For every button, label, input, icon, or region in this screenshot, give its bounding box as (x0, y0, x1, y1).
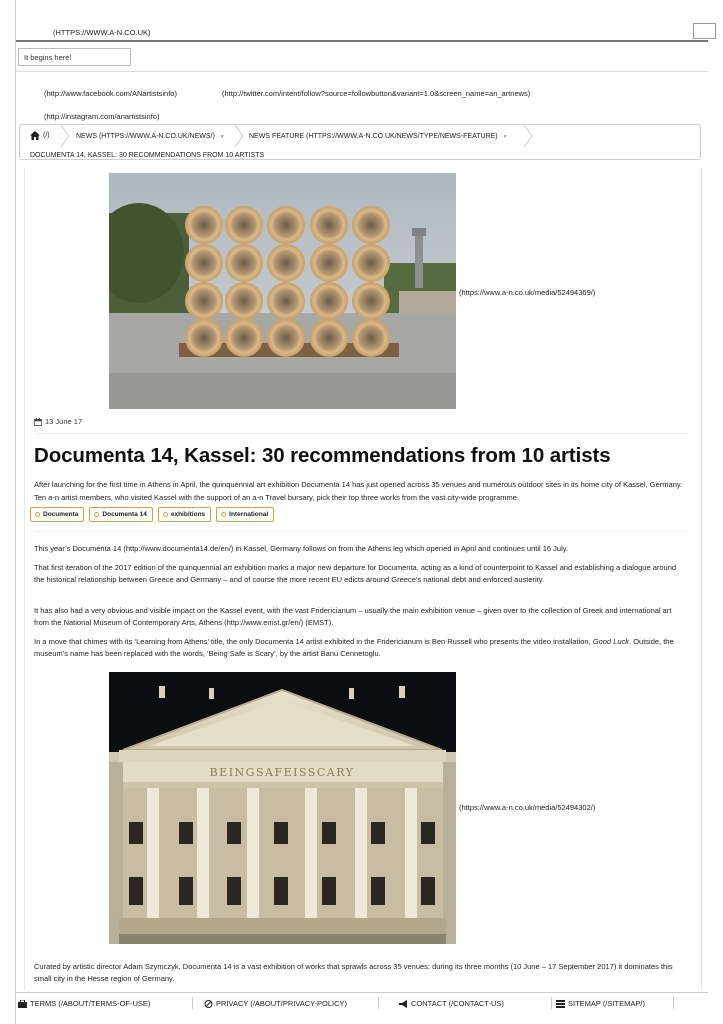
footer-divider (673, 997, 674, 1009)
menu-toggle-button[interactable] (693, 23, 716, 39)
footer-sitemap-link[interactable] (556, 999, 645, 1008)
breadcrumb-news[interactable] (76, 133, 225, 140)
tag-label: International (229, 511, 269, 518)
tag-icon (94, 512, 99, 517)
footer-divider (378, 997, 379, 1009)
home-link[interactable]: (HTTPS://WWW.A-N.CO.UK) (53, 28, 151, 37)
tag-icon (35, 512, 40, 517)
tag-international[interactable] (216, 507, 274, 522)
twitter-link[interactable]: (http://twitter.com/intent/follow?source=followbutton&variant=1.0&screen_name=an_artnews) (222, 89, 531, 98)
article-paragraph-4 (34, 636, 688, 660)
chevron-right-icon (60, 125, 70, 147)
article-paragraph-5: Curated by artistic director Adam Szymczyk, Documenta 14 is a vast exhibition of works that sprawls across 35 venues; during its three months (10 June – 17 September 2017) it dominates this small city in the Hesse region of Germany. (34, 962, 673, 983)
footer-privacy-label: PRIVACY (/ABOUT/PRIVACY-POLICY) (216, 999, 348, 1008)
footer-privacy-link[interactable] (204, 999, 347, 1008)
site-tagline: It begins here! (18, 48, 131, 66)
breadcrumb-news-feature[interactable] (249, 133, 508, 140)
footer-divider (551, 997, 552, 1009)
tag-documenta-14[interactable] (89, 507, 152, 522)
tag-exhibitions[interactable] (158, 507, 211, 522)
article-image-fridericianum[interactable] (109, 672, 456, 944)
breadcrumb-home[interactable] (30, 131, 50, 140)
tag-label: Documenta 14 (102, 511, 147, 518)
list-icon (556, 1000, 565, 1008)
tag-label: exhibitions (170, 511, 206, 518)
megaphone-icon (399, 1000, 408, 1008)
article-date (34, 417, 82, 426)
divider (34, 531, 688, 532)
artwork-title: Good Luck (592, 637, 630, 646)
caret-down-icon: ▼ (219, 133, 225, 140)
facebook-link[interactable]: (http://www.facebook.com/ANartistsinfo) (44, 89, 177, 98)
breadcrumb-news-label: NEWS (HTTPS://WWW.A-N.CO.UK/NEWS/) (76, 133, 215, 140)
footer-divider (192, 997, 193, 1009)
image-link-2[interactable]: (https://www.a-n.co.uk/media/52494302/) (459, 803, 596, 812)
terms-icon (18, 1000, 27, 1008)
breadcrumb-home-label: (/) (43, 132, 50, 139)
image-link-1[interactable]: (https://www.a-n.co.uk/media/52494369/) (459, 288, 596, 297)
tag-list (30, 507, 274, 522)
footer-contact-label: CONTACT (/CONTACT-US) (411, 999, 504, 1008)
article-paragraph-1: This year’s Documenta 14 (http://www.documenta14.de/en/) in Kassel, Germany follows on from the Athens leg which opened in April and continues until 16 July. (34, 544, 569, 553)
footer-terms-link[interactable] (18, 999, 150, 1008)
footer-terms-label: TERMS (/ABOUT/TERMS-OF-USE) (30, 999, 151, 1008)
tag-icon (163, 512, 168, 517)
footer-sitemap-label: SITEMAP (/SITEMAP/) (568, 999, 645, 1008)
building-inscription: BEINGSAFEISSCARY (209, 766, 355, 779)
divider (34, 433, 688, 434)
top-bar (16, 22, 708, 42)
breadcrumb (19, 124, 701, 160)
caret-down-icon: ▼ (502, 133, 508, 140)
article-date-text: 13 June 17 (45, 417, 83, 426)
paragraph-4-start: In a move that chimes with its ‘Learning from Athens’ title, the only Documenta 14 artist exhibited in the Fridericianum is Ben Russell who presents the video installation, (34, 637, 593, 646)
instagram-link[interactable]: (http://instagram.com/anartistsinfo) (44, 112, 160, 121)
tag-icon (221, 512, 226, 517)
breadcrumb-current: DOCUMENTA 14, KASSEL: 30 RECOMMENDATIONS FROM 10 ARTISTS (30, 152, 265, 159)
article-paragraph-2: That first iteration of the 2017 edition of the quinquennial art exhibition marks a major new departure for Documenta, acting as a kind of counterpoint to Kassel and establishing a dialogue around the historical relationship between Greece and Germany – and of course the more recent EU edicts around Greece’s national debt and enforced austerity. (34, 563, 677, 584)
article-intro: After launching for the first time in Athens in April, the quinquennial art exhibition Documenta 14 has just opened across 35 venues and numerous outdoor sites in its home city of Kassel, Germany. Ten a-n artist members, who visited Kassel with the support of an a-n Travel bursary, pick their top three works from the vast city-wide programme. (34, 480, 683, 502)
site-footer (16, 992, 708, 1012)
calendar-icon (34, 418, 42, 426)
home-icon (30, 131, 40, 140)
tag-label: Documenta (43, 511, 79, 518)
article-image-pipes[interactable] (109, 173, 456, 409)
divider (16, 71, 708, 72)
footer-contact-link[interactable] (399, 999, 504, 1008)
breadcrumb-news-feature-label: NEWS FEATURE (HTTPS://WWW.A-N.CO.UK/NEWS/TYPE/NEWS-FEATURE) (249, 133, 498, 140)
chevron-right-icon (234, 125, 244, 147)
article-title: Documenta 14, Kassel: 30 recommendations from 10 artists (34, 444, 611, 467)
article-paragraph-3: It has also had a very obvious and visible impact on the Kassel event, with the vast Fridericianum – usually the main exhibition venue – given over to the collection of Greek and international art from the National Museum of Contemporary Arts, Athens (http://www.emst.gr/en/) (EMST). (34, 606, 672, 627)
chevron-right-icon (523, 125, 533, 147)
paragraph-4-end: . Outside, the museum’s name has been replaced with the words, ‘Being Safe is Scary’, by the artist Banu Cennetoglu. (34, 637, 674, 658)
tag-documenta[interactable] (30, 507, 84, 522)
privacy-icon (204, 1000, 213, 1008)
